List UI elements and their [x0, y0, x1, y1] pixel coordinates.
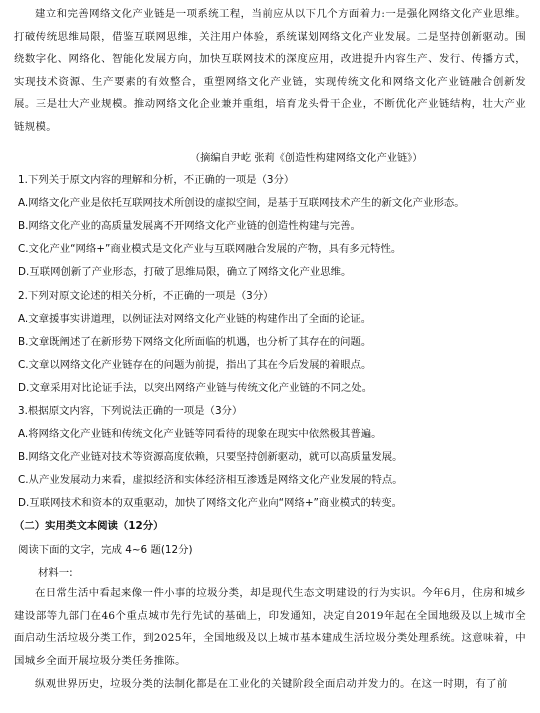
question-2-option-a: A.文章援事实讲道理，以例证法对网络文化产业链的构建作出了全面的论证。	[18, 313, 372, 325]
question-1-option-d: D.互联网创新了产业形态，打破了思维局限，确立了网络文化产业思维。	[18, 266, 352, 278]
question-3-stem: 3.根据原文内容，下列说法正确的一项是（3分）	[18, 405, 243, 417]
question-2-stem: 2.下列对原文论述的相关分析，不正确的一项是（3分）	[18, 290, 274, 302]
material-paragraph: 在日常生活中看起来像一件小事的垃圾分类，却是现代生态文明建设的行为实识。今年6月，住房和城乡建设部等九部门在46个重点城市先行先试的基础上，印发通知，决定自2019年起在全国地级及以上城市全面启动生活垃圾分类工作，到2025年，全国地级及以上城市基本建成生活垃圾分类处理系统。这意味着，中国城乡全面开展垃圾分类任务推陈。	[14, 587, 526, 667]
question-3-option-c: C.从产业发展动力来看，虚拟经济和实体经济相互渗透是网络文化产业发展的特点。	[18, 474, 403, 486]
section-instruction: 阅读下面的文字，完成 4~6 题(12分)	[18, 544, 193, 556]
passage-source: （摘编自尹屹 张莉《创造性构建网络文化产业链》）	[190, 153, 423, 164]
question-3-option-a: A.将网络文化产业链和传统文化产业链等同看待的现象在现实中依然极其普遍。	[18, 428, 382, 440]
question-2-option-b: B.文章既阐述了在新形势下网络文化所面临的机遇，也分析了其存在的问题。	[18, 336, 372, 348]
question-1-option-c: C.文化产业“网络+”商业模式是文化产业与互联网融合发展的产物，具有多元特性。	[18, 243, 402, 255]
question-2-option-d: D.文章采用对比论证手法，以突出网络产业链与传统文化产业链的不同之处。	[18, 382, 373, 394]
question-3-option-d: D.互联网技术和资本的双重驱动，加快了网络文化产业向“网络+”商业模式的转变。	[18, 497, 403, 509]
question-1-option-b: B.网络文化产业的高质量发展离不开网络文化产业链的创造性构建与完善。	[18, 220, 361, 232]
question-3-option-b: B.网络文化产业链对技术等资源高度依赖，只要坚持创新驱动，就可以高质量发展。	[18, 451, 403, 463]
section-heading: （二）实用类文本阅读（12分）	[14, 520, 164, 532]
question-1-stem: 1.下列关于原文内容的理解和分析，不正确的一项是（3分）	[18, 174, 295, 186]
passage-paragraph: 建立和完善网络文化产业链是一项系统工程，当前应从以下几个方面着力:一是强化网络文化产业思维。打破传统思维局限，借鉴互联网思维，关注用户体验，系统谋划网络文化产业发展。二是坚持创新驱动。围绕数字化、网络化、智能化发展方向，加快互联网技术的深度应用，改进提升内容生产、发行、传播方式，实现技术资源、生产要素的有效整合，重塑网络文化产业链，实现传统文化和网络文化产业链融合创新发展。三是壮大产业规模。推动网络文化企业兼并重组，培育龙头骨干企业，不断优化产业链结构，壮大产业链规模。	[14, 8, 526, 133]
material-paragraph-2: 纵观世界历史，垃圾分类的法制化都是在工业化的关键阶段全面启动并发力的。在这一时期，有了前	[35, 678, 508, 690]
question-2-option-c: C.文章以网络文化产业链存在的问题为前提，指出了其在今后发展的着眼点。	[18, 359, 372, 371]
question-1-option-a: A.网络文化产业是依托互联网技术所创设的虚拟空间，是基于互联网技术产生的新文化产业形态。	[18, 197, 465, 209]
material-label: 材料一:	[38, 567, 73, 579]
